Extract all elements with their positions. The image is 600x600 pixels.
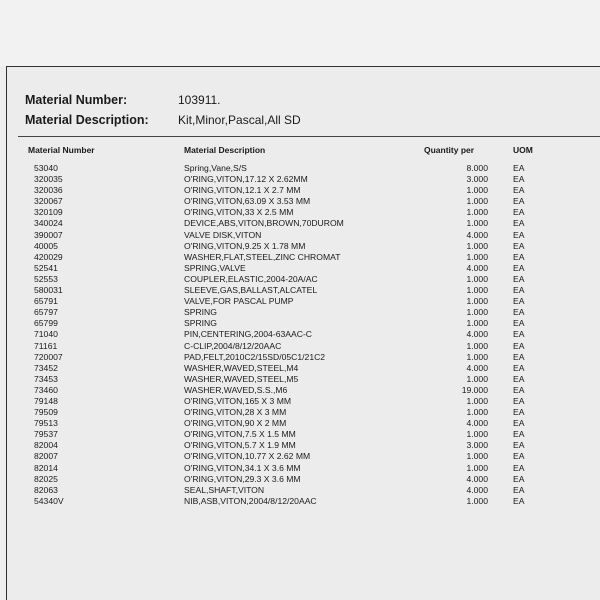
cell-material-number: 720007	[34, 351, 63, 362]
cell-quantity: 1.000	[466, 351, 488, 362]
cell-material-number: 580031	[34, 285, 63, 296]
table-row	[0, 396, 600, 407]
cell-uom: EA	[513, 218, 525, 229]
cell-quantity: 1.000	[466, 273, 488, 284]
table-row	[0, 385, 600, 396]
table-row	[0, 374, 600, 385]
cell-uom: EA	[513, 462, 525, 473]
cell-quantity: 1.000	[466, 307, 488, 318]
cell-material-description: O'RING,VITON,165 X 3 MM	[184, 395, 292, 406]
cell-uom: EA	[513, 185, 525, 196]
cell-quantity: 4.000	[466, 262, 488, 273]
cell-uom: EA	[513, 373, 525, 384]
column-header-quantity: Quantity per	[424, 145, 475, 155]
cell-material-description: VALVE,FOR PASCAL PUMP	[184, 296, 294, 307]
table-row	[0, 207, 600, 218]
cell-material-number: 82025	[34, 473, 58, 484]
cell-material-description: SEAL,SHAFT,VITON	[184, 484, 265, 495]
table-row	[0, 163, 600, 174]
cell-material-description: O'RING,VITON,34.1 X 3.6 MM	[184, 462, 301, 473]
table-row	[0, 285, 600, 296]
cell-material-number: 65797	[34, 307, 58, 318]
cell-uom: EA	[513, 251, 525, 262]
cell-uom: EA	[513, 362, 525, 373]
cell-material-number: 320035	[34, 174, 63, 185]
cell-quantity: 1.000	[466, 251, 488, 262]
cell-material-description: O'RING,VITON,90 X 2 MM	[184, 418, 287, 429]
material-description-value: Kit,Minor,Pascal,All SD	[178, 113, 301, 127]
cell-quantity: 4.000	[466, 329, 488, 340]
cell-uom: EA	[513, 351, 525, 362]
table-row	[0, 463, 600, 474]
cell-material-description: PAD,FELT,2010C2/15SD/05C1/21C2	[184, 351, 326, 362]
cell-material-number: 65799	[34, 318, 58, 329]
cell-uom: EA	[513, 329, 525, 340]
table-row	[0, 496, 600, 507]
cell-quantity: 19.000	[461, 384, 488, 395]
cell-quantity: 4.000	[466, 362, 488, 373]
cell-quantity: 4.000	[466, 229, 488, 240]
cell-material-number: 390007	[34, 229, 63, 240]
cell-quantity: 1.000	[466, 240, 488, 251]
cell-material-description: PIN,CENTERING,2004-63AAC-C	[184, 329, 312, 340]
cell-uom: EA	[513, 229, 525, 240]
cell-quantity: 4.000	[466, 473, 488, 484]
cell-quantity: 8.000	[466, 163, 488, 173]
cell-material-number: 79537	[34, 429, 58, 440]
table-row	[0, 218, 600, 229]
cell-material-description: DEVICE,ABS,VITON,BROWN,70DUROM	[184, 218, 344, 229]
cell-material-number: 320036	[34, 185, 63, 196]
cell-material-number: 73453	[34, 373, 58, 384]
cell-material-number: 82007	[34, 451, 58, 462]
table-row	[0, 307, 600, 318]
table-row	[0, 341, 600, 352]
material-number-value: 103911.	[178, 93, 221, 107]
cell-uom: EA	[513, 262, 525, 273]
cell-uom: EA	[513, 285, 525, 296]
cell-uom: EA	[513, 163, 525, 173]
cell-material-description: O'RING,VITON,28 X 3 MM	[184, 407, 287, 418]
cell-material-number: 79509	[34, 407, 58, 418]
cell-material-number: 53040	[34, 163, 58, 173]
cell-quantity: 3.000	[466, 174, 488, 185]
cell-material-description: Spring,Vane,S/S	[184, 163, 247, 173]
cell-material-number: 52541	[34, 262, 58, 273]
cell-quantity: 1.000	[466, 296, 488, 307]
cell-material-description: O'RING,VITON,63.09 X 3.53 MM	[184, 196, 311, 207]
table-row	[0, 451, 600, 462]
cell-material-description: SPRING,VALVE	[184, 262, 246, 273]
column-header-material-number: Material Number	[28, 145, 95, 155]
cell-material-number: 73460	[34, 384, 58, 395]
cell-material-number: 82063	[34, 484, 58, 495]
column-header-uom: UOM	[513, 145, 533, 155]
cell-material-description: O'RING,VITON,29.3 X 3.6 MM	[184, 473, 301, 484]
cell-material-number: 82004	[34, 440, 58, 451]
cell-quantity: 3.000	[466, 440, 488, 451]
cell-material-description: O'RING,VITON,9.25 X 1.78 MM	[184, 240, 306, 251]
material-description-row	[25, 110, 585, 130]
cell-uom: EA	[513, 174, 525, 185]
table-row	[0, 318, 600, 329]
cell-uom: EA	[513, 207, 525, 218]
cell-uom: EA	[513, 340, 525, 351]
table-row	[0, 174, 600, 185]
cell-uom: EA	[513, 418, 525, 429]
cell-uom: EA	[513, 240, 525, 251]
material-header	[25, 90, 585, 130]
cell-material-description: O'RING,VITON,12.1 X 2.7 MM	[184, 185, 301, 196]
cell-material-number: 73452	[34, 362, 58, 373]
cell-uom: EA	[513, 196, 525, 207]
cell-material-description: O'RING,VITON,7.5 X 1.5 MM	[184, 429, 296, 440]
cell-uom: EA	[513, 451, 525, 462]
cell-uom: EA	[513, 495, 525, 506]
table-row	[0, 196, 600, 207]
cell-material-number: 54340V	[34, 495, 64, 506]
table-row	[0, 241, 600, 252]
table-row	[0, 352, 600, 363]
cell-uom: EA	[513, 407, 525, 418]
table-row	[0, 252, 600, 263]
cell-material-number: 71040	[34, 329, 58, 340]
cell-material-number: 420029	[34, 251, 63, 262]
cell-uom: EA	[513, 473, 525, 484]
table-row	[0, 440, 600, 451]
cell-quantity: 1.000	[466, 462, 488, 473]
cell-material-description: VALVE DISK,VITON	[184, 229, 262, 240]
cell-material-description: WASHER,WAVED,STEEL,M5	[184, 373, 299, 384]
cell-quantity: 1.000	[466, 373, 488, 384]
cell-material-number: 40005	[34, 240, 58, 251]
table-row	[0, 329, 600, 340]
cell-quantity: 4.000	[466, 484, 488, 495]
cell-quantity: 1.000	[466, 495, 488, 506]
cell-material-description: SLEEVE,GAS,BALLAST,ALCATEL	[184, 285, 318, 296]
cell-material-description: C-CLIP,2004/8/12/20AAC	[184, 340, 282, 351]
cell-material-number: 52553	[34, 273, 58, 284]
bill-of-materials-table	[0, 163, 600, 507]
cell-quantity: 1.000	[466, 285, 488, 296]
cell-material-description: O'RING,VITON,17.12 X 2.62MM	[184, 174, 308, 185]
cell-material-number: 71161	[34, 340, 58, 351]
cell-uom: EA	[513, 384, 525, 395]
table-row	[0, 263, 600, 274]
cell-material-number: 82014	[34, 462, 58, 473]
cell-material-description: WASHER,WAVED,S.S.,M6	[184, 384, 288, 395]
table-row	[0, 363, 600, 374]
table-row	[0, 407, 600, 418]
material-description-label: Material Description:	[25, 113, 149, 127]
table-row	[0, 274, 600, 285]
cell-quantity: 1.000	[466, 429, 488, 440]
cell-material-number: 79148	[34, 395, 58, 406]
header-divider	[18, 136, 600, 137]
cell-quantity: 1.000	[466, 395, 488, 406]
material-number-label: Material Number:	[25, 93, 128, 107]
cell-material-description: O'RING,VITON,5.7 X 1.9 MM	[184, 440, 296, 451]
cell-material-description: O'RING,VITON,33 X 2.5 MM	[184, 207, 294, 218]
table-row	[0, 296, 600, 307]
cell-material-description: O'RING,VITON,10.77 X 2.62 MM	[184, 451, 311, 462]
table-row	[0, 429, 600, 440]
cell-uom: EA	[513, 273, 525, 284]
cell-uom: EA	[513, 440, 525, 451]
cell-material-number: 340024	[34, 218, 63, 229]
cell-material-description: COUPLER,ELASTIC,2004-20A/AC	[184, 273, 318, 284]
cell-uom: EA	[513, 484, 525, 495]
cell-uom: EA	[513, 395, 525, 406]
table-row	[0, 418, 600, 429]
cell-material-number: 79513	[34, 418, 58, 429]
table-row	[0, 185, 600, 196]
cell-uom: EA	[513, 307, 525, 318]
column-header-material-description: Material Description	[184, 145, 266, 155]
table-row	[0, 474, 600, 485]
cell-uom: EA	[513, 318, 525, 329]
cell-quantity: 1.000	[466, 207, 488, 218]
cell-material-number: 320109	[34, 207, 63, 218]
cell-quantity: 1.000	[466, 407, 488, 418]
cell-quantity: 1.000	[466, 318, 488, 329]
cell-quantity: 1.000	[466, 196, 488, 207]
table-header	[0, 145, 600, 159]
cell-quantity: 1.000	[466, 451, 488, 462]
cell-uom: EA	[513, 296, 525, 307]
cell-quantity: 1.000	[466, 218, 488, 229]
cell-uom: EA	[513, 429, 525, 440]
table-row	[0, 485, 600, 496]
cell-quantity: 1.000	[466, 340, 488, 351]
cell-material-number: 65791	[34, 296, 58, 307]
cell-material-number: 320067	[34, 196, 63, 207]
cell-material-description: WASHER,FLAT,STEEL,ZINC CHROMAT	[184, 251, 341, 262]
material-number-row	[25, 90, 585, 110]
cell-material-description: WASHER,WAVED,STEEL,M4	[184, 362, 299, 373]
cell-quantity: 4.000	[466, 418, 488, 429]
table-row	[0, 230, 600, 241]
cell-material-description: SPRING	[184, 307, 217, 318]
page-top-margin	[0, 0, 600, 66]
cell-material-description: NIB,ASB,VITON,2004/8/12/20AAC	[184, 495, 317, 506]
cell-quantity: 1.000	[466, 185, 488, 196]
cell-material-description: SPRING	[184, 318, 217, 329]
